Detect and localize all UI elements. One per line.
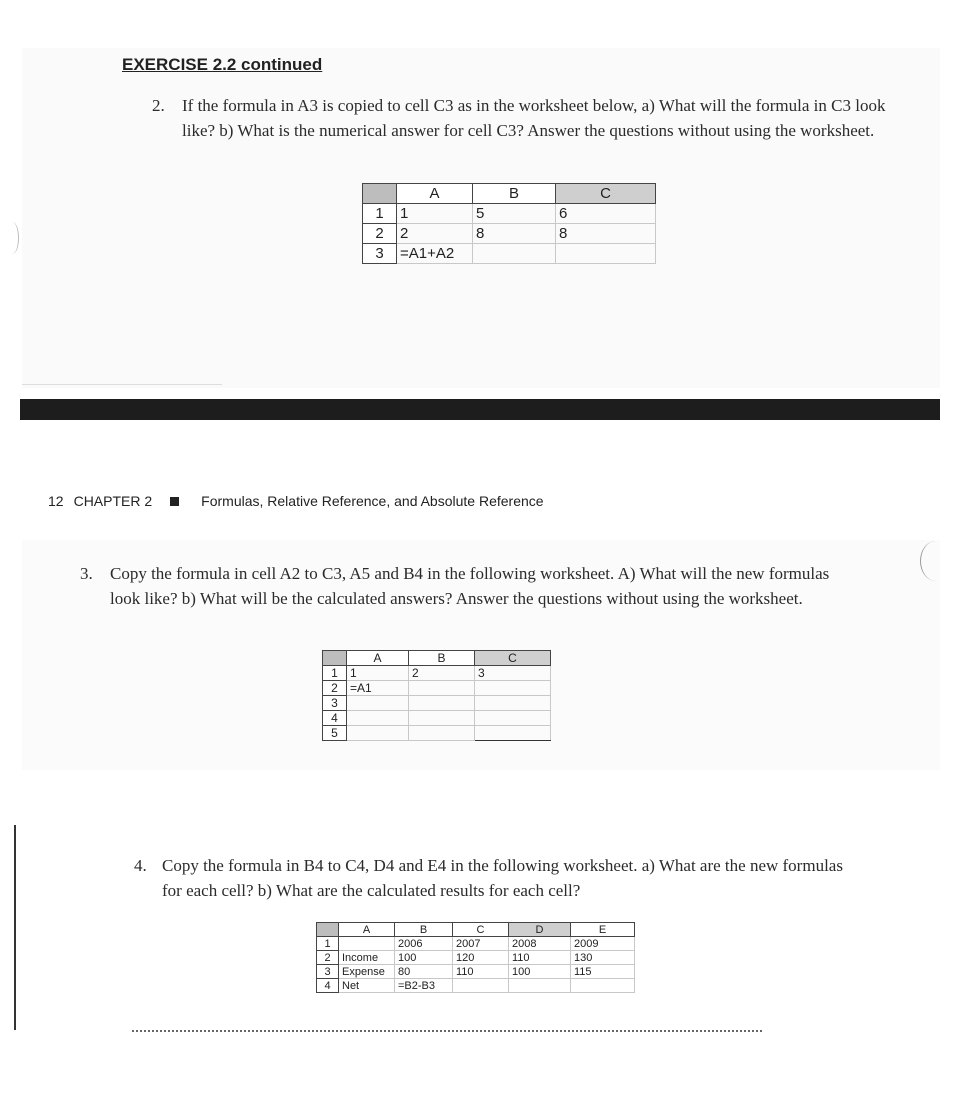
- margin-rule: [14, 825, 16, 1030]
- column-header: C: [556, 184, 656, 204]
- cell-e1: 2009: [571, 937, 635, 951]
- page-number: 12: [48, 493, 64, 509]
- cell-d1: 2008: [509, 937, 571, 951]
- column-header: B: [473, 184, 556, 204]
- worksheet-q2: [362, 183, 656, 264]
- cell-c1: 6: [556, 204, 656, 224]
- row-header: 2: [323, 681, 347, 696]
- row-header: 2: [317, 951, 339, 965]
- cell-e2: 130: [571, 951, 635, 965]
- column-header: B: [409, 651, 475, 666]
- cell-a1: [339, 937, 395, 951]
- chapter-header: [48, 493, 544, 509]
- cell-c3: [556, 244, 656, 264]
- question-3: [80, 561, 835, 611]
- cell-e4: [571, 979, 635, 993]
- question-2-text: If the formula in A3 is copied to cell C3 as in the worksheet below, a) What will the formula in C3 look like? b) What is the numerical answer for cell C3? Answer the questions without using the worksheet.: [182, 96, 886, 140]
- question-2-number: 2.: [152, 96, 165, 115]
- cell-c4: [453, 979, 509, 993]
- worksheet-corner: [323, 651, 347, 666]
- worksheet-corner: [363, 184, 397, 204]
- cell-a1: 1: [347, 666, 409, 681]
- cell-c1: 2007: [453, 937, 509, 951]
- question-3-number: 3.: [80, 564, 93, 583]
- cell-b1: 2: [409, 666, 475, 681]
- row-header: 1: [317, 937, 339, 951]
- column-header: A: [397, 184, 473, 204]
- cell-c2: [475, 681, 551, 696]
- square-bullet-icon: [170, 497, 179, 506]
- cell-d3: 100: [509, 965, 571, 979]
- cell-a2: =A1: [347, 681, 409, 696]
- cell-c2: 120: [453, 951, 509, 965]
- cell-b1: 2006: [395, 937, 453, 951]
- cell-b3: 80: [395, 965, 453, 979]
- cut-off-next-question: [132, 1030, 762, 1032]
- chapter-label: CHAPTER 2: [73, 493, 153, 509]
- cell-c4: [475, 711, 551, 726]
- column-header: D: [509, 923, 571, 937]
- scan-artifact-line: [22, 384, 222, 385]
- row-header: 4: [323, 711, 347, 726]
- cell-b5: [409, 726, 475, 741]
- cell-a1: 1: [397, 204, 473, 224]
- cell-a3: Expense: [339, 965, 395, 979]
- cell-a2: Income: [339, 951, 395, 965]
- row-header: 2: [363, 224, 397, 244]
- column-header: A: [339, 923, 395, 937]
- cell-b3: [473, 244, 556, 264]
- cell-a3: =A1+A2: [397, 244, 473, 264]
- scan-artifact-left: [6, 222, 19, 254]
- cell-c5: [475, 726, 551, 741]
- cell-b2: [409, 681, 475, 696]
- row-header: 5: [323, 726, 347, 741]
- cell-a2: 2: [397, 224, 473, 244]
- cell-b4: [409, 711, 475, 726]
- column-header: C: [453, 923, 509, 937]
- column-header: E: [571, 923, 635, 937]
- column-header: A: [347, 651, 409, 666]
- question-4: [134, 853, 862, 903]
- cell-b3: [409, 696, 475, 711]
- worksheet-q4: [316, 922, 635, 993]
- cell-a4: [347, 711, 409, 726]
- row-header: 3: [363, 244, 397, 264]
- column-header: B: [395, 923, 453, 937]
- page-divider-bar: [20, 399, 940, 420]
- row-header: 1: [323, 666, 347, 681]
- scan-artifact-right: [920, 541, 951, 581]
- cell-c3: 110: [453, 965, 509, 979]
- chapter-title: Formulas, Relative Reference, and Absolute Reference: [201, 493, 544, 509]
- cell-a4: Net: [339, 979, 395, 993]
- row-header: 1: [363, 204, 397, 224]
- cell-b2: 100: [395, 951, 453, 965]
- cell-a5: [347, 726, 409, 741]
- cell-c3: [475, 696, 551, 711]
- cell-c2: 8: [556, 224, 656, 244]
- cell-a3: [347, 696, 409, 711]
- cell-d4: [509, 979, 571, 993]
- row-header: 3: [317, 965, 339, 979]
- question-4-number: 4.: [134, 856, 147, 875]
- cell-b4: =B2-B3: [395, 979, 453, 993]
- cell-c1: 3: [475, 666, 551, 681]
- worksheet-q3: [322, 650, 551, 741]
- cell-b2: 8: [473, 224, 556, 244]
- question-3-text: Copy the formula in cell A2 to C3, A5 and B4 in the following worksheet. A) What will the new formulas look like? b) What will be the calculated answers? Answer the questions without using the worksheet.: [110, 564, 830, 608]
- cell-e3: 115: [571, 965, 635, 979]
- cell-d2: 110: [509, 951, 571, 965]
- column-header: C: [475, 651, 551, 666]
- row-header: 3: [323, 696, 347, 711]
- cell-b1: 5: [473, 204, 556, 224]
- question-4-text: Copy the formula in B4 to C4, D4 and E4 in the following worksheet. a) What are the new formulas for each cell? b) What are the calculated results for each cell?: [162, 856, 843, 900]
- question-2: [152, 93, 902, 143]
- worksheet-corner: [317, 923, 339, 937]
- row-header: 4: [317, 979, 339, 993]
- exercise-heading: EXERCISE 2.2 continued: [122, 55, 323, 74]
